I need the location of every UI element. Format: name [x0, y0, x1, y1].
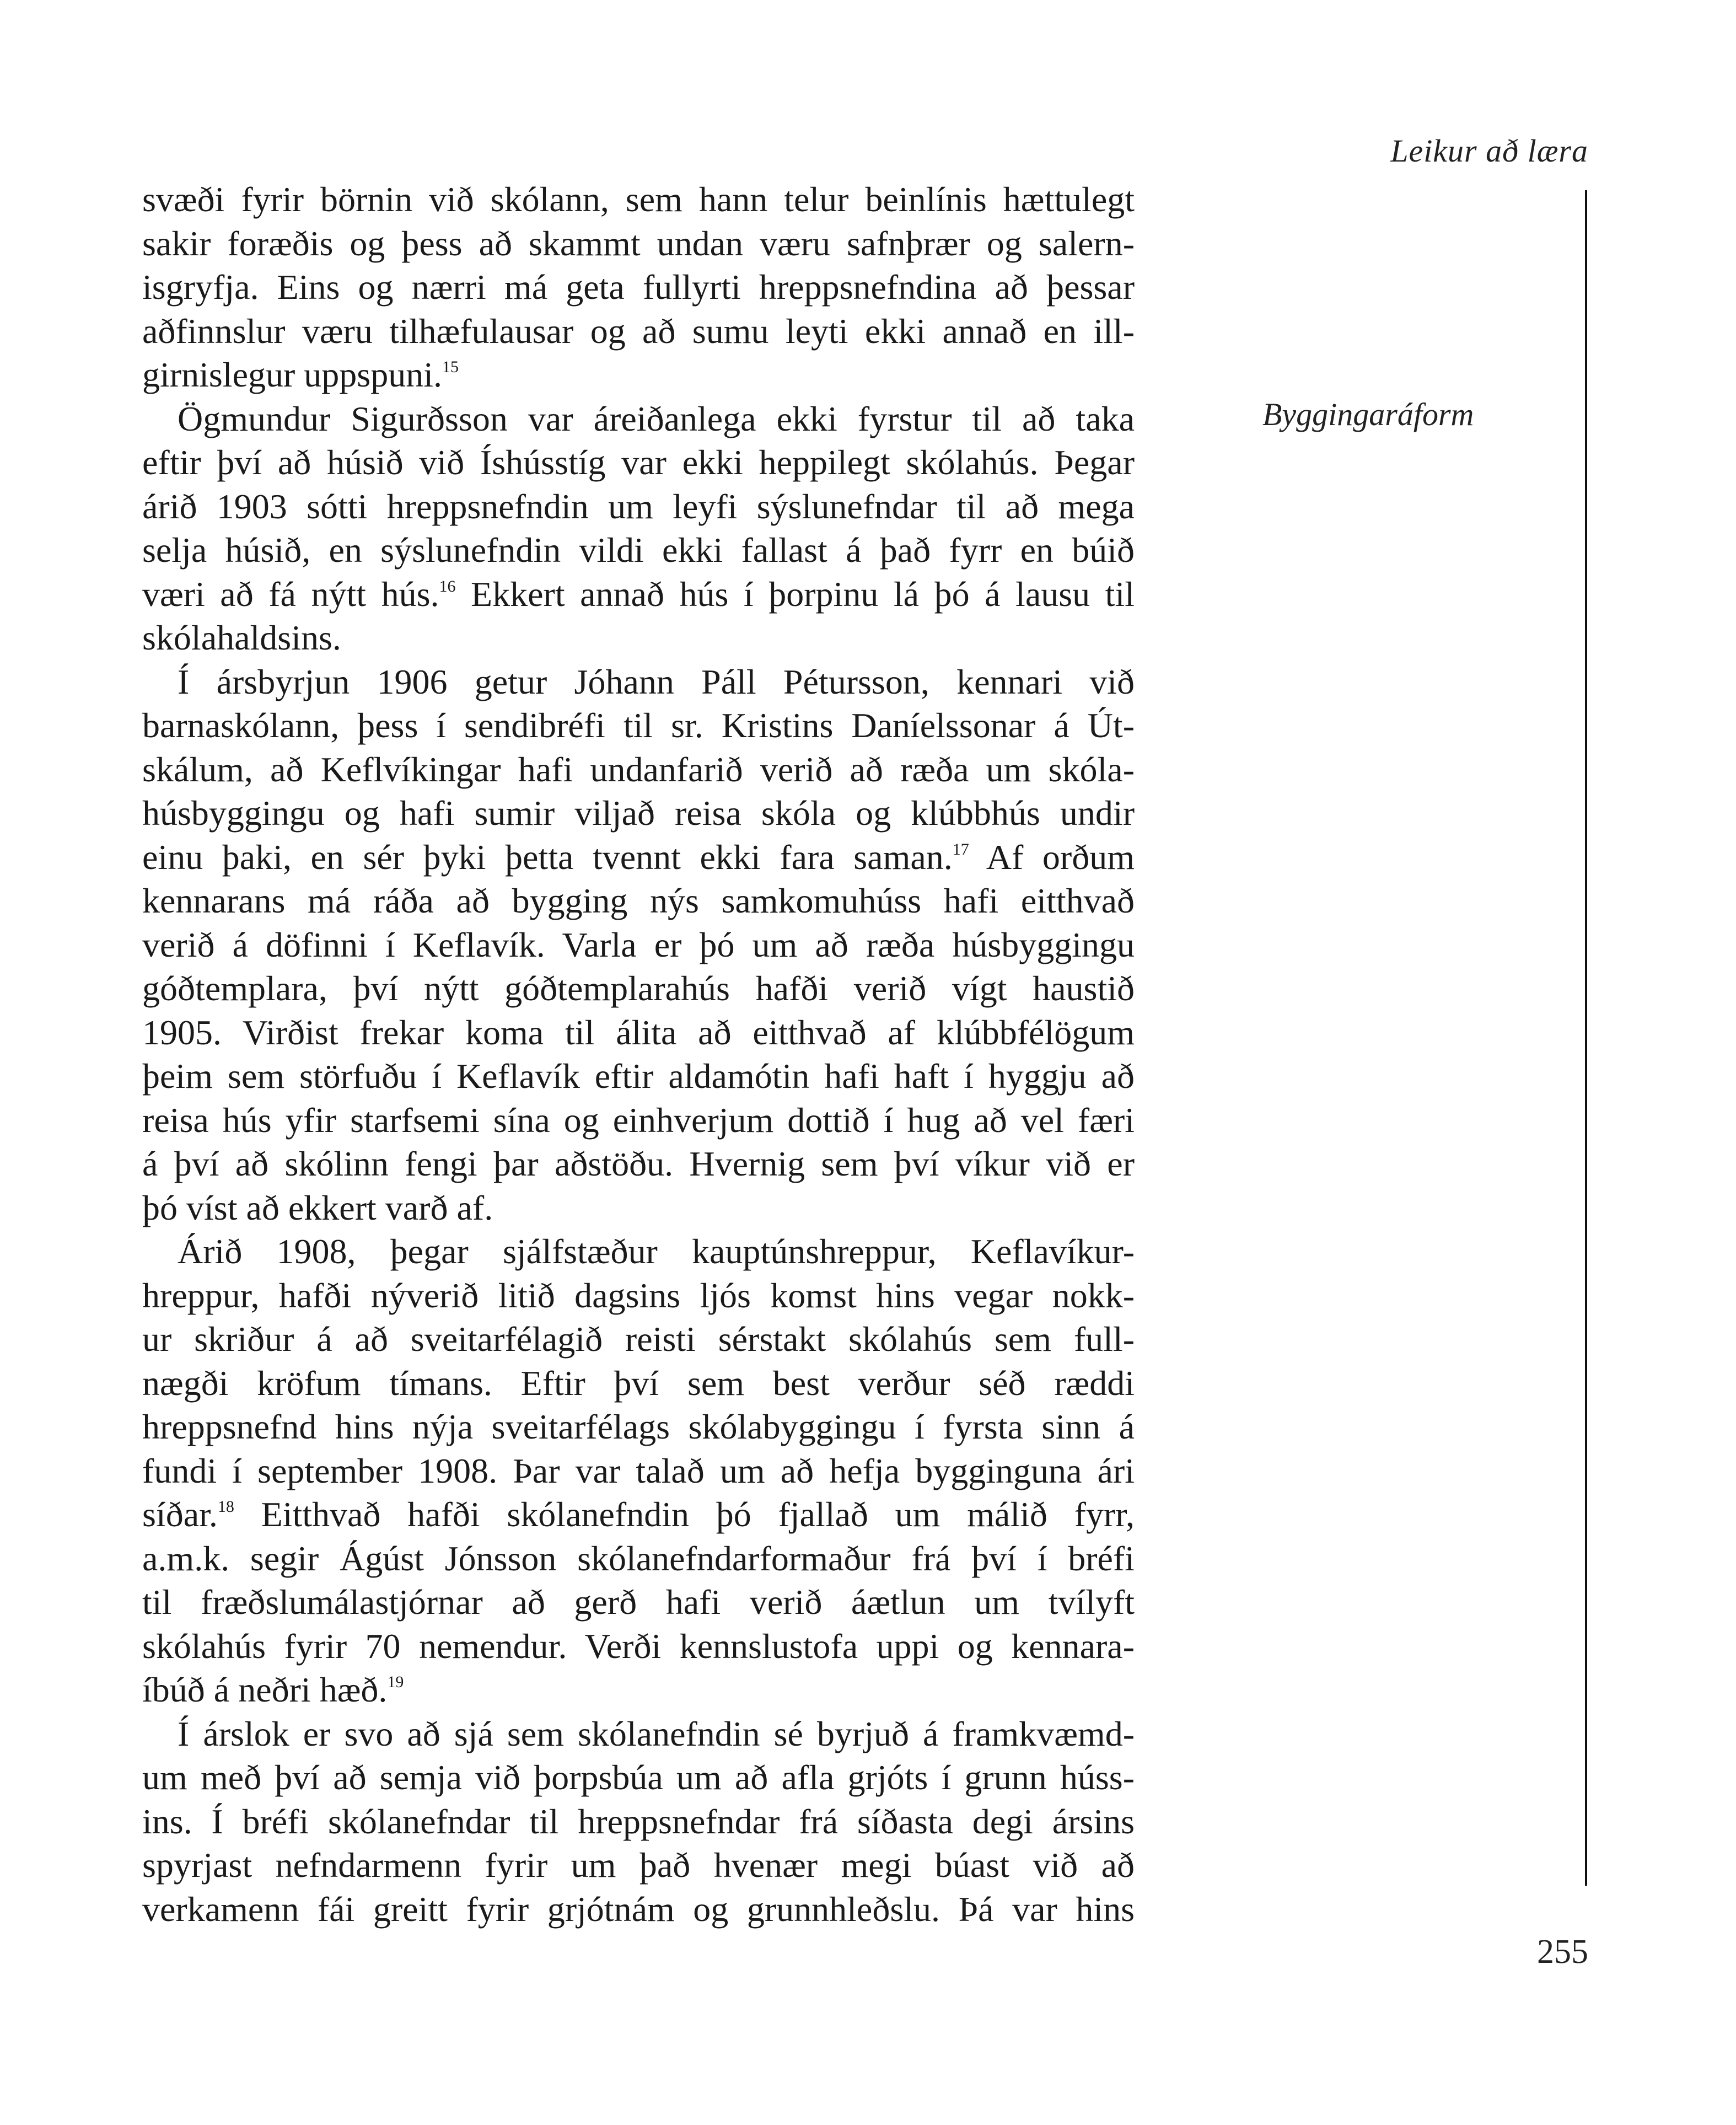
text-line: [142, 1317, 1135, 1361]
text-line-content: verið á döfinni í Keflavík. Varla er þó um að ræða húsbyggingu: [142, 925, 1135, 964]
text-line: [142, 791, 1135, 835]
text-line-content: kennarans má ráða að bygging nýs samkomuhúss hafi eitthvað: [142, 881, 1135, 920]
text-line-content: árið 1903 sótti hreppsnefndin um leyfi sýslunefndar til að mega: [142, 486, 1135, 526]
text-line: [142, 485, 1135, 529]
footnote-ref: 18: [217, 1498, 234, 1516]
text-line: [142, 1712, 1135, 1756]
text-line: [142, 353, 1135, 397]
text-line: [142, 616, 1135, 660]
text-line-content: skólahaldsins.: [142, 618, 341, 657]
text-line: [142, 397, 1135, 441]
text-line: [142, 1449, 1135, 1493]
text-line-content: reisa hús yfir starfsemi sína og einhverjum dottið í hug að vel færi: [142, 1100, 1135, 1140]
text-line: [142, 1843, 1135, 1887]
text-line-content: svæði fyrir börnin við skólann, sem hann telur beinlínis hættulegt: [142, 180, 1135, 219]
text-line-content: til fræðslumálastjórnar að gerð hafi verið áætlun um tvílyft: [142, 1582, 1135, 1622]
text-line: [142, 1274, 1135, 1318]
text-line: [142, 1054, 1135, 1098]
text-line: [142, 835, 1135, 879]
text-line: [142, 1142, 1135, 1186]
text-line: [142, 1230, 1135, 1274]
text-line-content: íbúð á neðri hæð.: [142, 1670, 388, 1709]
text-line-content: skálum, að Keflvíkingar hafi undanfarið verið að ræða um skóla-: [142, 749, 1135, 789]
margin-rule: [1585, 190, 1587, 1886]
text-line-content: nægði kröfum tímans. Eftir því sem best verður séð ræddi: [142, 1363, 1135, 1403]
text-line-content: ur skriður á að sveitarfélagið reisti sérstakt skólahús sem full-: [142, 1319, 1135, 1359]
text-line: [142, 1668, 1135, 1712]
text-line-content: hreppsnefnd hins nýja sveitarfélags skólabyggingu í fyrsta sinn á: [142, 1407, 1135, 1446]
text-line: [142, 1361, 1135, 1405]
text-line-content: einu þaki, en sér þyki þetta tvennt ekki fara saman.: [142, 837, 953, 877]
text-line-content: fundi í september 1908. Þar var talað um að hefja bygginguna ári: [142, 1451, 1135, 1490]
margin-note: Byggingaráform: [1262, 396, 1474, 432]
text-line: [142, 1098, 1135, 1142]
text-line-continuation: Ekkert annað hús í þorpinu lá þó á lausu til: [455, 574, 1135, 614]
text-line-content: 1905. Virðist frekar koma til álita að eitthvað af klúbbfélögum: [142, 1012, 1135, 1052]
text-line-content: sakir foræðis og þess að skammt undan væru safnþrær og salern-: [142, 223, 1135, 263]
text-line: [142, 265, 1135, 309]
text-line: [142, 967, 1135, 1011]
text-line: [142, 704, 1135, 748]
text-line: [142, 309, 1135, 353]
text-line: [142, 1537, 1135, 1581]
text-line-content: húsbyggingu og hafi sumir viljað reisa skóla og klúbbhús undir: [142, 793, 1135, 833]
text-line: [142, 1580, 1135, 1624]
text-line-content: barnaskólann, þess í sendibréfi til sr. Kristins Daníelssonar á Út-: [142, 706, 1135, 745]
text-line-content: Ögmundur Sigurðsson var áreiðanlega ekki fyrstur til að taka: [178, 399, 1135, 438]
text-line: [142, 1624, 1135, 1668]
text-line-content: eftir því að húsið við Íshússtíg var ekki heppilegt skólahús. Þegar: [142, 443, 1135, 482]
text-line: [142, 1011, 1135, 1055]
text-line-content: verkamenn fái greitt fyrir grjótnám og grunnhleðslu. Þá var hins: [142, 1889, 1135, 1929]
text-line: [142, 1756, 1135, 1800]
text-line: [142, 660, 1135, 704]
footnote-ref: 15: [442, 358, 459, 376]
text-line-continuation: Af orðum: [969, 837, 1135, 877]
text-line: [142, 1493, 1135, 1537]
text-line-content: góðtemplara, því nýtt góðtemplarahús hafði verið vígt haustið: [142, 969, 1135, 1008]
text-line-content: þeim sem störfuðu í Keflavík eftir aldamótin hafi haft í hyggju að: [142, 1056, 1135, 1096]
footnote-ref: 17: [952, 840, 969, 858]
text-line-content: hreppur, hafði nýverið litið dagsins ljós komst hins vegar nokk-: [142, 1275, 1135, 1315]
footnote-ref: 16: [439, 577, 456, 595]
text-line-content: ins. Í bréfi skólanefndar til hreppsnefndar frá síðasta degi ársins: [142, 1801, 1135, 1841]
text-line: [142, 1186, 1135, 1230]
text-line-content: Í ársbyrjun 1906 getur Jóhann Páll Pétursson, kennari við: [178, 662, 1135, 701]
text-line: [142, 923, 1135, 967]
text-line-content: um með því að semja við þorpsbúa um að afla grjóts í grunn húss-: [142, 1758, 1135, 1797]
text-line: [142, 1887, 1135, 1931]
text-line: [142, 1405, 1135, 1449]
text-line-content: Í árslok er svo að sjá sem skólanefndin sé byrjuð á framkvæmd-: [178, 1714, 1135, 1753]
text-line: [142, 572, 1135, 616]
text-line-content: síðar.: [142, 1495, 218, 1534]
text-line-content: þó víst að ekkert varð af.: [142, 1188, 493, 1227]
text-line: [142, 441, 1135, 485]
footnote-ref: 19: [387, 1673, 404, 1691]
text-line-content: Árið 1908, þegar sjálfstæður kauptúnshreppur, Keflavíkur-: [178, 1232, 1135, 1271]
text-line-content: á því að skólinn fengi þar aðstöðu. Hvernig sem því víkur við er: [142, 1144, 1135, 1183]
text-line-content: isgryfja. Eins og nærri má geta fullyrti hreppsnefndina að þessar: [142, 267, 1135, 307]
text-line: [142, 178, 1135, 222]
text-line-continuation: Eitthvað hafði skólanefndin þó fjallað um málið fyrr,: [234, 1495, 1135, 1534]
text-line-content: a.m.k. segir Ágúst Jónsson skólanefndarformaður frá því í bréfi: [142, 1538, 1135, 1578]
text-line-content: girnislegur uppspuni.: [142, 355, 442, 394]
text-line: [142, 222, 1135, 266]
page-number: 255: [1537, 1933, 1588, 1971]
text-line-content: skólahús fyrir 70 nemendur. Verði kennslustofa uppi og kennara-: [142, 1626, 1135, 1666]
text-line: [142, 528, 1135, 572]
text-line: [142, 879, 1135, 923]
text-line-content: selja húsið, en sýslunefndin vildi ekki fallast á það fyrr en búið: [142, 530, 1135, 570]
text-line-content: aðfinnslur væru tilhæfulausar og að sumu leyti ekki annað en ill-: [142, 311, 1135, 351]
text-line: [142, 748, 1135, 792]
text-line-content: væri að fá nýtt hús.: [142, 574, 439, 614]
text-line: [142, 1800, 1135, 1844]
body-text: [142, 178, 1135, 1931]
running-head: Leikur að læra: [1390, 133, 1588, 169]
text-line-content: spyrjast nefndarmenn fyrir um það hvenær megi búast við að: [142, 1845, 1135, 1885]
